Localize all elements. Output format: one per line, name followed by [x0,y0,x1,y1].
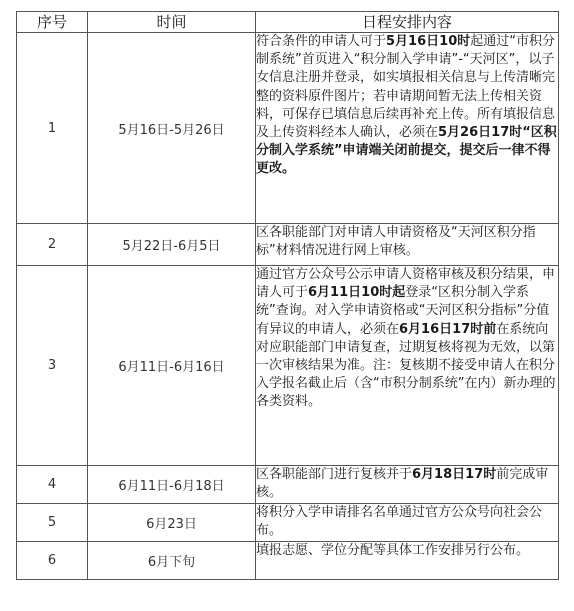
header-time: 时间 [88,12,256,33]
content-text: 在系统向对应职能部门申请复查，过期复核将视为无效，以第一次审核结果为准。注：复核期不接受申请人在积分入学报名截止后（含“市积分制系统”在内）新办理的各类资料。 [256,321,556,410]
row-seq: 2 [17,224,88,266]
table-row [17,542,559,580]
emphasis-text: 6月16日17时前 [399,321,497,337]
row-content [256,224,559,266]
header-seq: 序号 [17,12,88,33]
emphasis-text: 5月16日10时 [386,34,471,49]
table-row [17,504,559,542]
table-row [17,466,559,504]
row-time: 5月16日-5月26日 [88,33,256,224]
content-text: 将积分入学申请排名名单通过官方公众号向社会公布。 [256,505,543,539]
schedule-table [16,11,559,580]
row-content [256,266,559,466]
row-seq: 4 [17,466,88,504]
table-row [17,266,559,466]
emphasis-text: 5月26日17时“区积分制入学系统”申请端关闭前提交，提交后一律不得更改。 [256,125,557,177]
content-text: 登录“区积分制入学系统”查询。对入学申请资格或“天河区积分指标”分值有异议的申请人，必须在 [256,285,550,337]
header-row [17,12,559,33]
row-seq: 5 [17,504,88,542]
row-seq: 1 [17,33,88,224]
table-row [17,224,559,266]
row-time: 6月23日 [88,504,256,542]
content-text: 区各职能部门对申请人申请资格及“天河区积分指标”材料情况进行网上审核。 [256,225,536,259]
content-text: 填报志愿、学位分配等具体工作安排另行公布。 [256,543,530,558]
row-content [256,466,559,504]
table-row [17,33,559,224]
content-text: 通过官方公众号公示申请人资格审核及积分结果，申请人可于 [256,267,556,301]
row-content [256,504,559,542]
emphasis-text: 6月11日10时起 [308,285,406,301]
row-content [256,33,559,224]
header-content: 日程安排内容 [256,12,559,33]
row-content [256,542,559,580]
content-text: 区各职能部门进行复核并于 [256,467,413,482]
row-time: 6月11日-6月16日 [88,266,256,466]
row-seq: 3 [17,266,88,466]
row-seq: 6 [17,542,88,580]
content-text: 起通过“市积分制系统”首页进入“积分制入学申请”-“天河区”，以子女信息注册并登录，如实填报相关信息与上传清晰完整的资料原件图片；若申请期间暂无法上传相关资料，可保存已填信息后续再补充上传。所有填报信息及上传资料经本人确认，必须在 [256,34,556,141]
row-time: 6月11日-6月18日 [88,466,256,504]
row-time: 6月下旬 [88,542,256,580]
emphasis-text: 6月18日17时 [412,467,497,482]
content-text: 前完成审核。 [256,467,549,501]
row-time: 5月22日-6月5日 [88,224,256,266]
schedule-table-wrapper [16,11,559,580]
content-text: 符合条件的申请人可于 [256,34,387,49]
